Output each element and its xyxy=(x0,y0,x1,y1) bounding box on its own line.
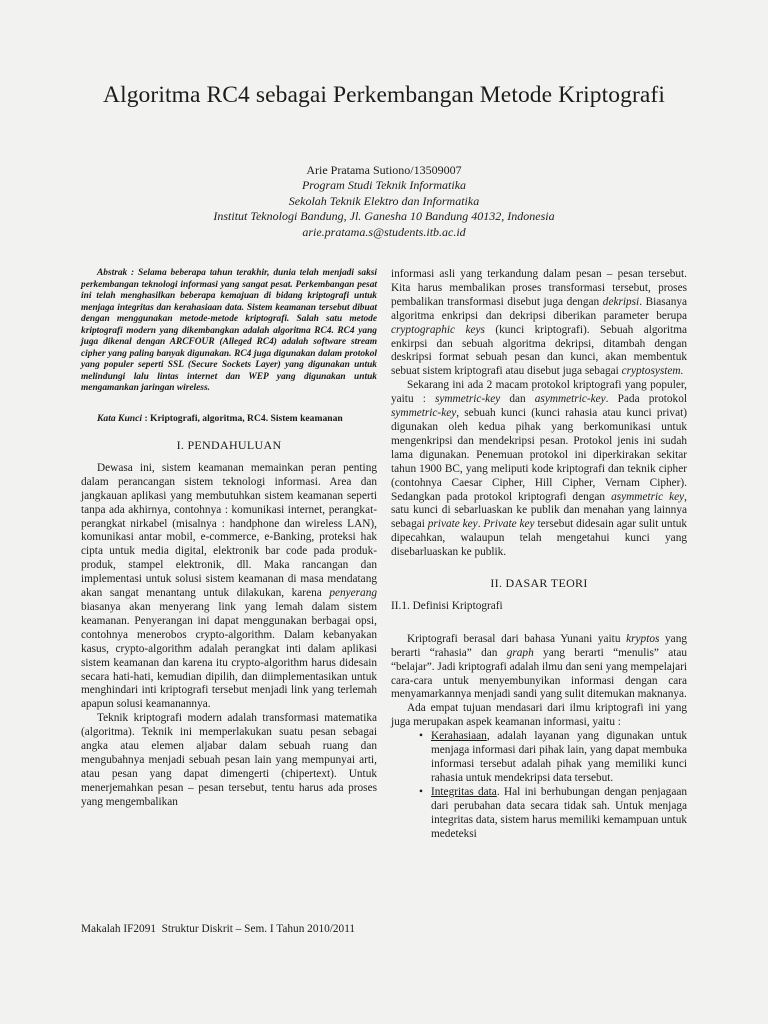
emphasis-text: graph xyxy=(506,646,534,659)
paragraph-text: , sebuah kunci (kunci rahasia atau kunci privat) digunakan oleh kedua pihak yang berkomunikasi untuk mengenkripsi dan mendekripsi pesan. Protokol jenis ini sudah lama digunakan. Penemuan protokol ini diperkirakan sekitar tahun 1900 BC, yang meliputi kode kriptografi dan teknik cipher (contohnya Caesar Cipher, Hill Cipher, Vernam Cipher). Sedangkan pada protokol kriptografi dengan xyxy=(391,407,687,503)
abstract-label: Abstrak : xyxy=(97,268,135,278)
paragraph xyxy=(81,462,377,712)
author-school: Sekolah Teknik Elektro dan Informatika xyxy=(288,193,480,208)
page-footer: Makalah IF2091 Struktur Diskrit – Sem. I Tahun 2010/2011 xyxy=(81,923,356,935)
author-institute: Institut Teknologi Bandung, Jl. Ganesha 10 Bandung 40132, Indonesia xyxy=(213,209,555,224)
author-block xyxy=(0,163,768,240)
emphasis-text: asymmetric-key xyxy=(534,393,606,406)
paragraph xyxy=(391,268,687,379)
bullet-icon: • xyxy=(419,785,423,798)
list-item-text: , adalah layanan yang digunakan untuk menjaga informasi dari pihak lain, yang dapat membuka informasi tersebut adalah pihak yang memiliki kunci rahasia untuk mendekripsi data tersebut. xyxy=(431,730,687,784)
emphasis-text: cryptosystem. xyxy=(621,365,684,378)
keywords xyxy=(81,413,377,426)
paper-title: Algoritma RC4 sebagai Perkembangan Metode Kriptografi xyxy=(103,82,665,108)
author-email: arie.pratama.s@students.itb.ac.id xyxy=(302,224,466,239)
emphasis-text: Private key xyxy=(483,518,535,531)
emphasis-text: private key xyxy=(427,518,478,531)
paragraph-text: (kunci kriptografi). Sebuah algoritma enkirpsi dan sebuah algoritma dekripsi, ditambah dengan deskripsi format sebuah pesan dan kunci, akan membentuk sebuat sistem kriptografi atau disebut juga sebagai xyxy=(391,323,687,378)
keywords-label: Kata Kunci xyxy=(97,412,143,424)
left-column xyxy=(81,268,377,810)
list-item xyxy=(419,730,687,786)
abstract xyxy=(81,268,377,395)
paragraph-text: yang berarti “menulis” atau “belajar”. Jadi kriptografi adalah ilmu dan seni yang mempelajari cara-cara untuk menyembunyikan informasi dengan cara menyamarkannya menjadi sandi yang sulit ditemukan maknanya. xyxy=(391,646,688,701)
keywords-text: : Kriptografi, algoritma, RC4. Sistem keamanan xyxy=(144,412,343,424)
paragraph-text: yang berarti “rahasia” dan xyxy=(391,632,687,659)
author-name: Arie Pratama Sutiono/13509007 xyxy=(306,163,462,177)
paragraph-text: Sekarang ini ada 2 macam protokol kriptografi yang populer, yaitu : xyxy=(391,379,687,406)
subsection-heading: II.1. Definisi Kriptografi xyxy=(391,599,503,612)
list-item xyxy=(419,785,687,842)
paragraph-text: , satu kunci di sebarluaskan ke publik dan menahan yang lainnya sebagai xyxy=(391,490,687,531)
section-heading-pendahuluan: I. PENDAHULUAN xyxy=(176,438,282,452)
paragraph-text: . xyxy=(477,518,481,531)
paragraph-text: Dewasa ini, sistem keamanan memainkan peran penting dalam perancangan sistem teknologi informasi. Area dan jangkauan aplikasi yang membutuhkan sistem keamanan seperti tanpa ada akhirnya, contohnya : komunikasi internet, perangkat-perangkat nirkabel (misalnya : handphone dan wireless LAN), komunikasi antar mobil, e-commerce, e-Banking, proteksi hak cipta untuk media digital, elektronik bar code pada produk-produk, stampel elektronik, dll. Maka rancangan dan implementasi untuk solusi sistem keamanan di masa mendatang akan sangat menantang untuk dilakukan, karena xyxy=(81,461,377,600)
paragraph-text: informasi asli yang terkandung dalam pesan – pesan tersebut. Kita harus membalikan proses transformasi tersebut, proses pembalikan transformasi disebut juga dengan xyxy=(391,268,687,308)
paragraph-text: . Pada protokol xyxy=(605,393,687,406)
paragraph-text: biasanya akan menyerang link yang lemah dalam sistem keamanan. Penyerangan ini dapat menggunakan berbagai opsi, contohnya menerobos crypto-algorithm. Dalam kebanyakan kasus, crypto-algorithm adalah perangkat inti dalam aplikasi sistem keamanan dan karena itu crypto-algorithm harus didesain secara hati-hati, kemudian dipilih, dan diimplementasikan untuk menghindari inti kriptografi tersebut menjadi link yang terlemah apapun solusi keamanannya. xyxy=(81,600,377,711)
emphasis-text: symmetric-key xyxy=(434,393,501,406)
right-column xyxy=(391,268,687,841)
section-heading-dasar-teori: II. DASAR TEORI xyxy=(490,576,588,591)
emphasis-text: penyerang xyxy=(329,587,377,600)
emphasis-text: symmetric-key xyxy=(391,407,457,420)
paragraph-text: . Biasanya algoritma enkripsi dan dekripsi diberikan parameter berupa xyxy=(391,295,688,322)
paragraph-text: Kriptografi berasal dari bahasa Yunani yaitu xyxy=(407,632,621,645)
emphasis-text: kryptos xyxy=(626,632,660,645)
abstract-text: Selama beberapa tahun terakhir, dunia telah menjadi saksi perkembangan teknologi informasi yang sangat pesat. Perkembangan pesat ini telah menghasilkan beberapa kemajuan di bidang kriptografi untuk menjaga integritas dan kerahasiaan data. Sistem keamanan tersebut dibuat dengan menggunakan metode-metode kriptografi. Salah satu metode kriptografi modern yang dikembangkan adalah algoritma RC4. RC4 yang juga dikenal dengan ARCFOUR (Alleged RC4) adalah software stream cipher yang paling banyak digunakan. RC4 juga digunakan dalam protokol yang populer seperti SSL (Secure Sockets Layer) yang digunakan untuk melindungi lalu lintas internet dan WEP yang digunakan untuk mengamankan jaringan wireless. xyxy=(81,268,378,393)
paragraph xyxy=(391,633,687,703)
paragraph: Ada empat tujuan mendasari dari ilmu kriptografi ini yang juga merupakan aspek keamanan informasi, yaitu : xyxy=(391,702,687,729)
paragraph xyxy=(391,379,687,560)
paragraph-text: tersebut didesain agar sulit untuk dipecahkan, walaupun telah mengetahui kunci yang disebarluaskan ke publik. xyxy=(391,518,688,559)
author-program: Program Studi Teknik Informatika xyxy=(301,178,467,193)
emphasis-text: cryptographic keys xyxy=(391,323,485,336)
paragraph-text: dan xyxy=(509,393,526,406)
bullet-list xyxy=(391,730,687,841)
list-item-text: . Hal ini berhubungan dengan penjagaan dari perubahan data secara tidak sah. Untuk menjaga integritas data, sistem harus memiliki kemampuan untuk medeteksi xyxy=(431,785,687,840)
emphasis-text: dekripsi xyxy=(602,295,640,308)
paragraph: Teknik kriptografi modern adalah transformasi matematika (algoritma). Teknik ini memperlakukan suatu pesan sebagai angka atau elemen aljabar dalam sebuah ruang dan mengubahnya menjadi sebuah pesan lain yang mempunyai arti, atau pesan yang dapat dimengerti (chipertext). Untuk menerjemahkan pesan – pesan tersebut, tentu harus ada proses yang mengembalikan xyxy=(81,712,377,808)
emphasis-text: asymmetric key xyxy=(611,490,685,503)
list-item-term: Kerahasiaan xyxy=(431,730,487,743)
list-item-term: Integritas data xyxy=(431,785,497,798)
bullet-icon: • xyxy=(419,730,423,743)
